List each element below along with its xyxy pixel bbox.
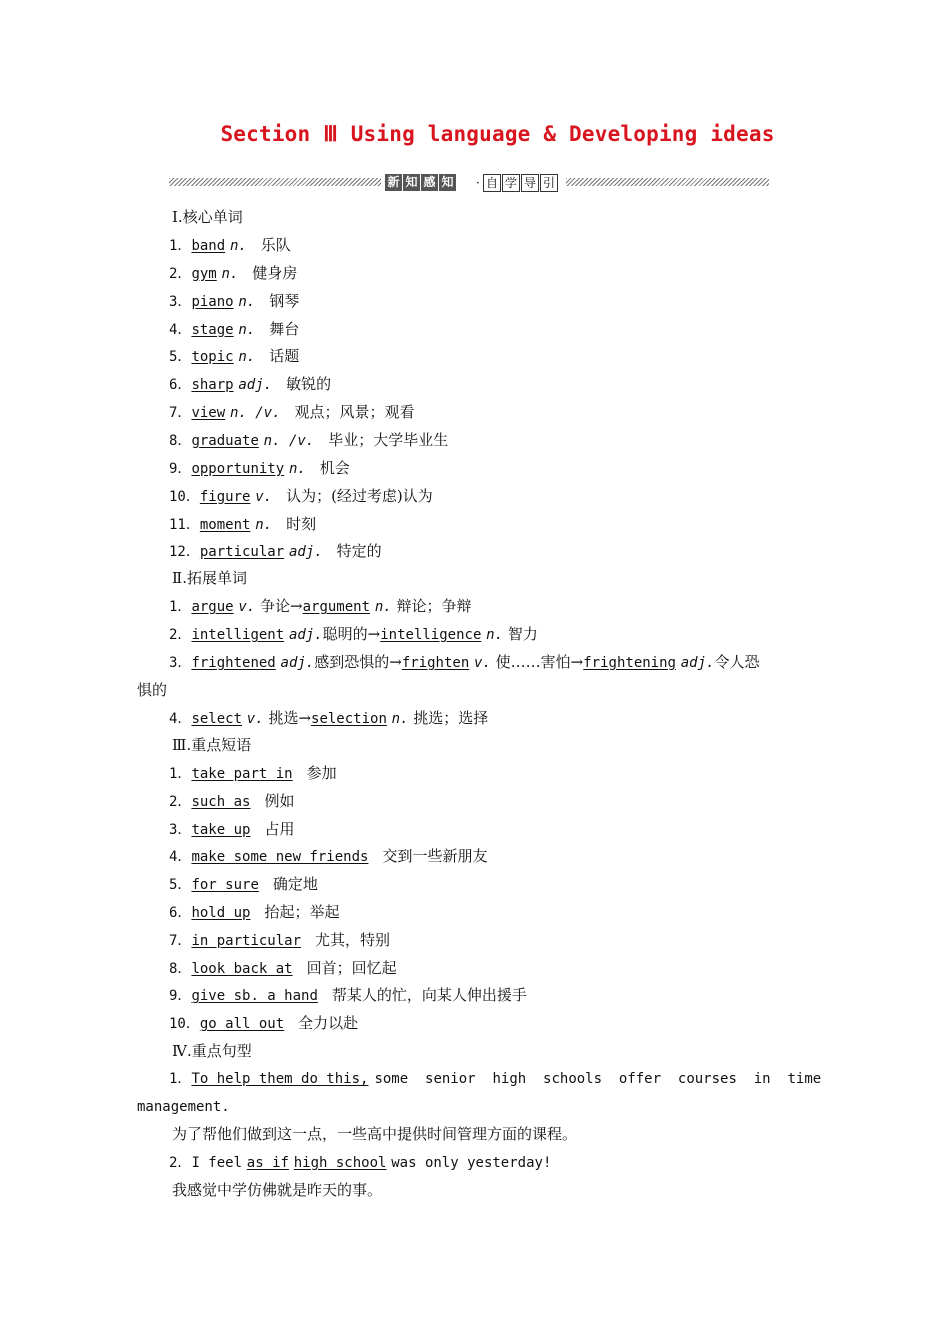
banner-char: 感 (421, 174, 438, 191)
banner-char: 导 (521, 174, 539, 192)
list-item: 4．make some new friends 交到一些新朋友 (169, 847, 488, 866)
section-heading: Ⅳ.重点句型 (172, 1042, 252, 1060)
section-banner (169, 174, 769, 192)
list-item: 1．argue v. 争论→argument n. 辩论；争辩 (169, 597, 472, 615)
list-item-continuation: 惧的 (137, 681, 168, 699)
list-item: 3．piano n. 钢琴 (169, 291, 300, 310)
list-item: 6．sharp adj. 敏锐的 (169, 375, 332, 394)
list-item: 8．look back at 回首；回忆起 (169, 958, 397, 977)
list-item: 6．hold up 抬起；举起 (169, 903, 340, 921)
list-item: 5．for sure 确定地 (169, 875, 318, 894)
banner-char: 引 (540, 174, 558, 192)
list-item: 1．band n. 乐队 (169, 236, 291, 254)
list-item: 10．figure v. 认为；(经过考虑)认为 (169, 486, 433, 505)
banner-char: 自 (483, 174, 501, 192)
banner-label-right (483, 174, 558, 192)
list-item: 4．stage n. 舞台 (169, 319, 300, 338)
list-item: 7．view n. /v. 观点；风景；观看 (169, 403, 415, 422)
sentence-continuation: management. (137, 1099, 230, 1115)
list-item: 11．moment n. 时刻 (169, 514, 317, 533)
section-heading: Ⅱ.拓展单词 (172, 569, 247, 587)
list-item: 7．in particular 尤其，特别 (169, 930, 391, 949)
list-item: 9．give sb. a hand 帮某人的忙，向某人伸出援手 (169, 986, 527, 1005)
sentence-item: 2．I feel as if high school was only yesterday! (169, 1155, 552, 1171)
list-item: 4．select v. 挑选→selection n. 挑选；选择 (169, 709, 489, 727)
banner-hatch-right (566, 178, 769, 186)
list-item: 2．gym n. 健身房 (169, 263, 298, 282)
list-item: 9．opportunity n. 机会 (169, 458, 350, 477)
list-item: 3．frightened adj.感到恐惧的→frighten v. 使……害怕→frightening adj.令人恐 (169, 653, 760, 671)
list-item: 2．such as 例如 (169, 791, 295, 810)
list-item: 5．topic n. 话题 (169, 347, 300, 366)
banner-separator: · (476, 176, 480, 190)
list-item: 8．graduate n. /v. 毕业；大学毕业生 (169, 430, 449, 449)
sentence-translation: 我感觉中学仿佛就是昨天的事。 (172, 1181, 383, 1199)
banner-char: 新 (385, 174, 402, 191)
section-heading: Ⅲ.重点短语 (172, 736, 252, 754)
sentence-translation: 为了帮他们做到这一点，一些高中提供时间管理方面的课程。 (172, 1125, 578, 1143)
list-item: 1．take part in 参加 (169, 764, 337, 782)
section-heading: Ⅰ.核心单词 (172, 208, 243, 226)
banner-char: 学 (502, 174, 520, 192)
banner-hatch-left (169, 178, 381, 186)
list-item: 10．go all out 全力以赴 (169, 1014, 359, 1033)
banner-char: 知 (403, 174, 420, 191)
banner-char: 知 (439, 174, 456, 191)
banner-label-left (385, 174, 456, 192)
sentence-item: 1． To help them do this, some senior high schools offer courses in time (169, 1071, 822, 1087)
list-item: 12．particular adj. 特定的 (169, 542, 382, 561)
page-title: Section Ⅲ Using language & Developing ideas (220, 122, 775, 146)
list-item: 2．intelligent adj.聪明的→intelligence n. 智力 (169, 625, 538, 643)
list-item: 3．take up 占用 (169, 819, 295, 838)
